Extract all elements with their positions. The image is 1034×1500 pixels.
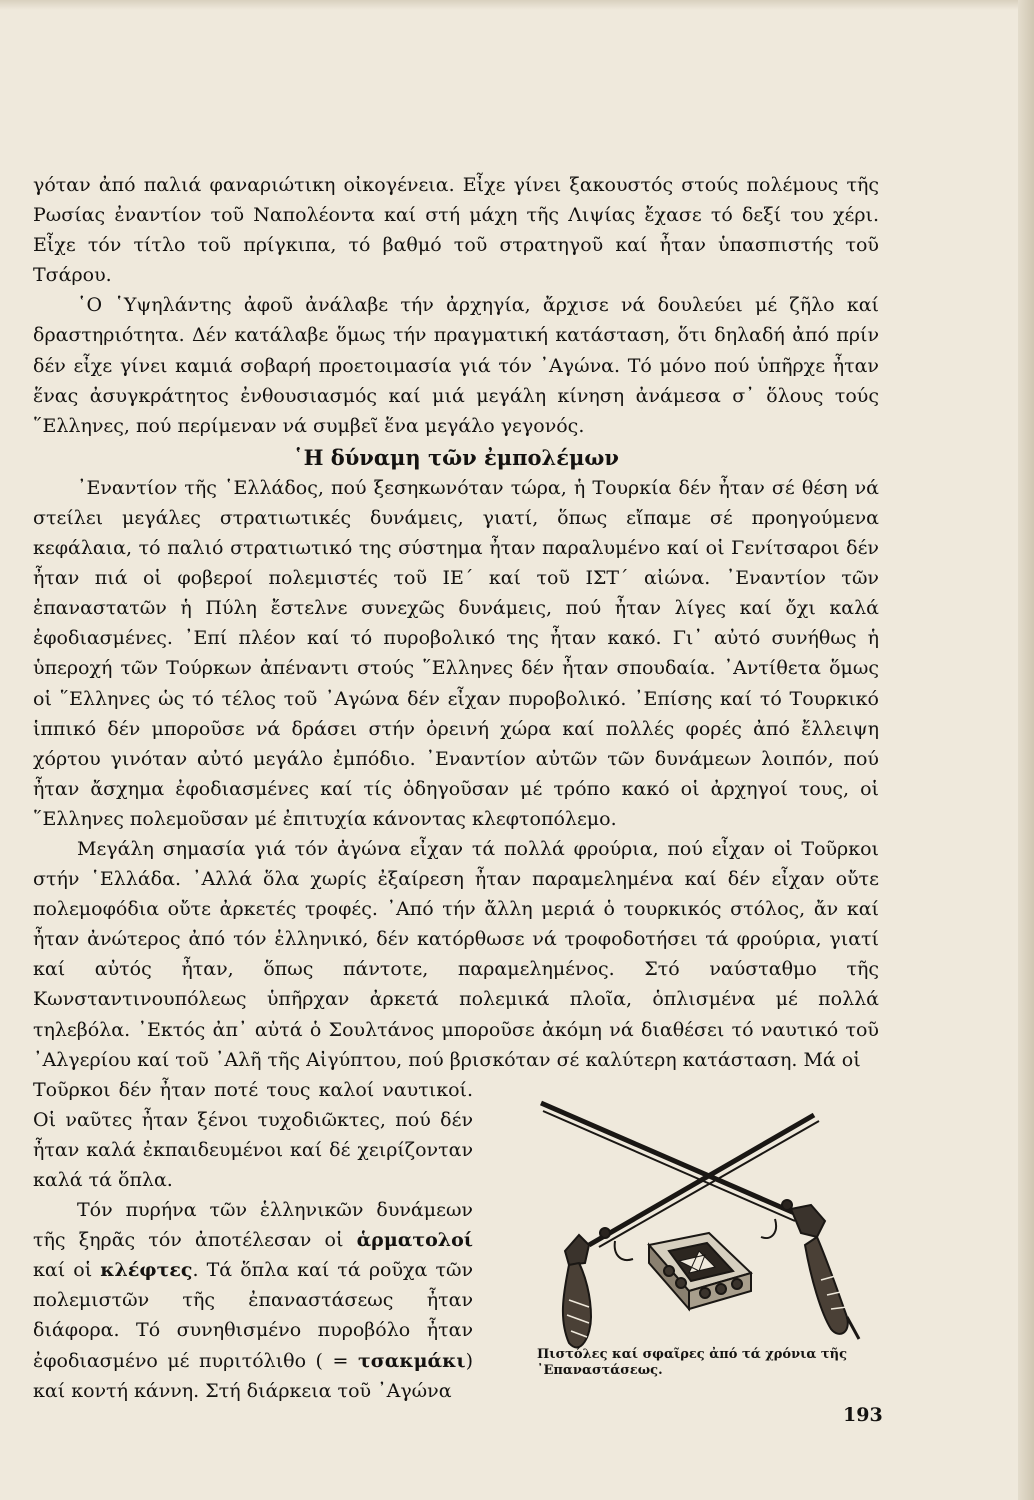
paragraph-4-continued: Τοῦρκοι δέν ἦταν ποτέ τους καλοί ναυτικοί. Οἱ ναῦτες ἦταν ξένοι τυχοδιῶκτες, πού δέν ἦταν καλά ἐκπαιδευμένοι καί δέ χειρίζονταν καλά τά ὅπλα. bbox=[33, 1078, 473, 1191]
paragraph-2: ῾Ο ῾Υψηλάντης ἀφοῦ ἀνάλαβε τήν ἀρχηγία, ἄρχισε νά δουλεύει μέ ζῆλο καί δραστηριότητα. Δέν κατάλαβε ὅμως τήν πραγματική κατάσταση, ὅτι δηλαδή ἀπό πρίν δέν εἶχε γίνει καμιά σοβαρή προετοιμασία γιά τόν ᾿Αγώνα. Τό μόνο πού ὑπῆρχε ἦταν ἕνας ἀσυγκράτητος ἐνθουσιασμός καί μιά μεγάλη κίνηση ἀνάμεσα σ᾿ ὅλους τούς ῞Ελληνες, πού περίμεναν νά συμβεῖ ἕνα μεγάλο γεγονός. bbox=[33, 294, 879, 437]
bottom-section bbox=[33, 1075, 879, 1406]
page-number: 193 bbox=[843, 1404, 883, 1426]
page-body bbox=[33, 170, 879, 1406]
ammunition-box bbox=[649, 1233, 751, 1309]
page-top-edge bbox=[0, 0, 1034, 10]
section-heading: ῾Η δύναμη τῶν ἐμπολέμων bbox=[293, 444, 619, 470]
crossed-pistols-drawing bbox=[529, 1095, 879, 1365]
paragraph-4: Μεγάλη σημασία γιά τόν ἀγώνα εἶχαν τά πολλά φρούρια, πού εἶχαν οἱ Τοῦρκοι στήν ῾Ελλάδα. ᾿Αλλά ὅλα χωρίς ἐξαίρεση ἦταν παραμελημένα καί δέν εἶχαν οὔτε πολεμοφόδια οὔτε ἀρκετές τροφές. ᾿Από τήν ἄλλη μεριά ὁ τουρκικός στόλος, ἄν καί ἦταν ἀνώτερος ἀπό τόν ἑλληνικό, δέν κατόρθωσε νά τροφοδοτήσει τά φρούρια, γιατί καί αὐτός ἦταν, ὅπως πάντοτε, παραμελημένος. Στό ναύσταθμο τῆς Κωνσταντινουπόλεως ὑπῆρχαν ἀρκετά πολεμικά πλοῖα, ὁπλισμένα μέ πολλά τηλεβόλα. ᾿Εκτός ἀπ᾿ αὐτά ὁ Σουλτάνος μποροῦσε ἀκόμη νά διαθέσει τό ναυτικό τοῦ ᾿Αλγερίου καί τοῦ ᾿Αλῆ τῆς Αἰγύπτου, πού βρισκόταν σέ καλύτερη κατάσταση. Μά οἱ bbox=[33, 837, 879, 1071]
pistol-left bbox=[563, 1115, 819, 1347]
page-right-edge bbox=[1018, 0, 1034, 1500]
paragraph-5-text-b: καί οἱ bbox=[33, 1259, 101, 1282]
bottom-left-column bbox=[33, 1075, 473, 1406]
term-tsakmaki: τσακμάκι bbox=[357, 1349, 466, 1372]
paragraph-5-text-a: Τόν πυρήνα τῶν ἑλληνικῶν δυνάμεων τῆς ξηρᾶς τόν ἀποτέλεσαν οἱ bbox=[33, 1199, 473, 1252]
term-kleftes: κλέφτες bbox=[100, 1259, 193, 1282]
term-armatoloi: ἁρματολοί bbox=[356, 1229, 473, 1252]
paragraph-3: ᾿Εναντίον τῆς ῾Ελλάδος, πού ξεσηκωνόταν τώρα, ἡ Τουρκία δέν ἦταν σέ θέση νά στείλει μεγάλες στρατιωτικές δυνάμεις, γιατί, ὅπως εἴπαμε σέ προηγούμενα κεφάλαια, τό παλιό στρατιωτικό της σύστημα ἦταν παραλυμένο καί οἱ Γενίτσαροι δέν ἦταν πιά οἱ φοβεροί πολεμιστές τοῦ ΙΕ΄ καί τοῦ ΙΣΤ΄ αἰώνα. ᾿Εναντίον τῶν ἐπαναστατῶν ἡ Πύλη ἔστελνε συνεχῶς δυνάμεις, πού ἦταν λίγες καί ὄχι καλά ἐφοδιασμένες. ᾿Επί πλέον καί τό πυροβολικό της ἦταν κακό. Γι᾿ αὐτό συνήθως ἡ ὑπεροχή τῶν Τούρκων ἀπέναντι στούς ῞Ελληνες δέν ἦταν σπουδαία. ᾿Αντίθετα ὅμως οἱ ῞Ελληνες ὡς τό τέλος τοῦ ᾿Αγώνα δέν εἶχαν πυροβολικό. ᾿Επίσης καί τό Τουρκικό ἱππικό δέν μποροῦσε νά δράσει στήν ὀρεινή χώρα καί πολλές φορές ἀπό ἔλλειψη χόρτου γινόταν αὐτό μεγάλο ἐμπόδιο. ᾿Εναντίον αὐτῶν τῶν δυνάμεων λοιπόν, πού ἦταν ἄσχημα ἐφοδιασμένες καί τίς ὁδηγοῦσαν μέ τρόπο κακό οἱ ἀρχηγοί τους, οἱ ῞Ελληνες πολεμοῦσαν μέ ἐπιτυχία κάνοντας κλεφτοπόλεμο. bbox=[33, 476, 879, 830]
paragraph-5-text-d: ) καί κοντή κάννη. Στή διάρκεια τοῦ ᾿Αγώνα bbox=[33, 1349, 473, 1402]
figure-caption: Πιστόλες καί σφαῖρες ἀπό τά χρόνια τῆς ᾿Επαναστάσεως. bbox=[537, 1346, 848, 1378]
paragraph-1: γόταν ἀπό παλιά φαναριώτικη οἰκογένεια. Εἶχε γίνει ξακουστός στούς πολέμους τῆς Ρωσίας ἐναντίον τοῦ Ναπολέοντα καί στή μάχη τῆς Λιψίας ἔχασε τό δεξί του χέρι. Εἶχε τόν τίτλο τοῦ πρίγκιπα, τό βαθμό τοῦ στρατηγοῦ καί ἦταν ὑπασπιστής τοῦ Τσάρου. bbox=[33, 174, 879, 287]
paragraph-5 bbox=[33, 1195, 473, 1406]
paragraph-5-text-c: . Τά ὅπλα καί τά ροῦχα τῶν πολεμιστῶν τῆς ἐπαναστάσεως ἦταν διάφορα. Τό συνηθισμένο πυροβόλο ἦταν ἐφοδιασμένο μέ πυριτόλιθο ( = bbox=[33, 1259, 474, 1372]
